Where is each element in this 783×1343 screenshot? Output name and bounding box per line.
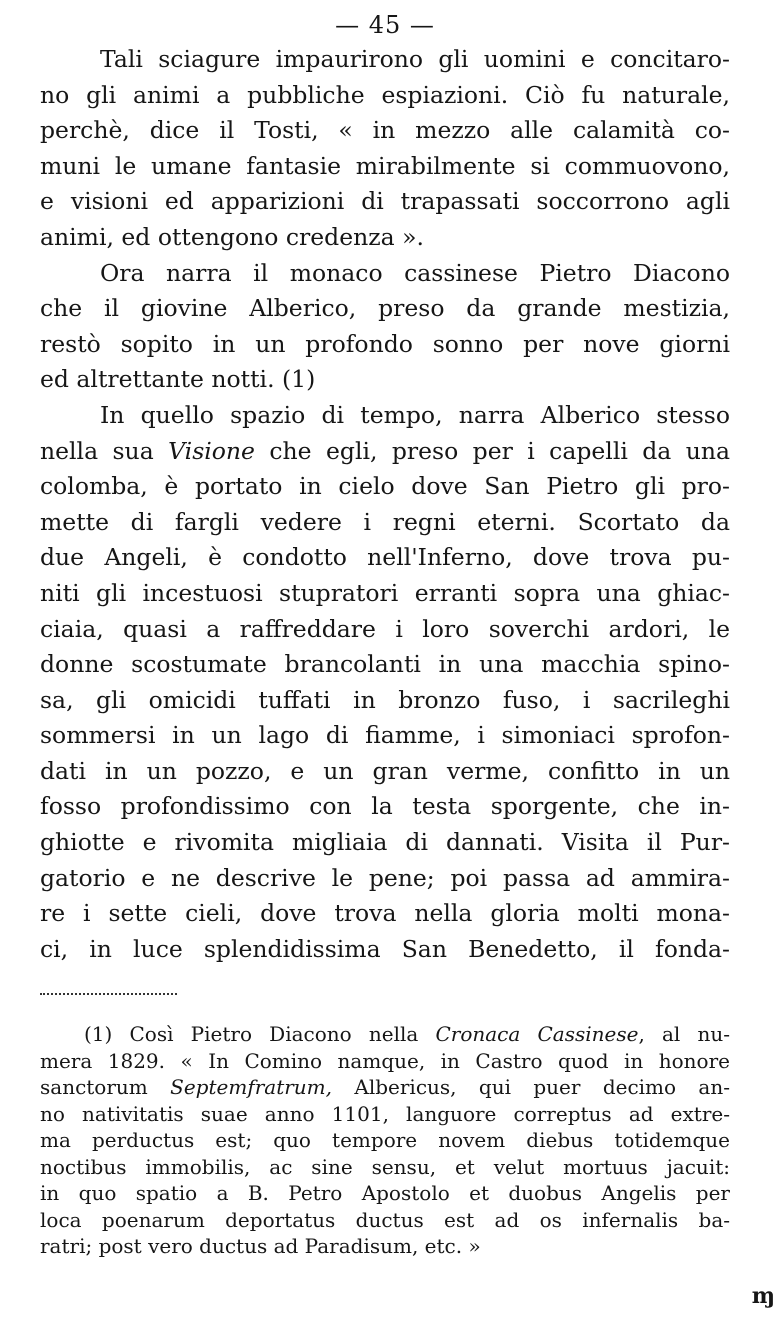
text-line: muni le umane fantasie mirabilmente si commuovono, <box>40 151 730 180</box>
text-line: no gli animi a pubbliche espiazioni. Ciò fu naturale, <box>40 80 730 109</box>
text-line: gatorio e ne descrive le pene; poi passa ad ammira- <box>40 863 730 892</box>
footnote-line: loca poenarum deportatus ductus est ad os infernalis ba- <box>40 1207 730 1232</box>
footnote-line: in quo spatio a B. Petro Apostolo et duobus Angelis per <box>40 1181 730 1206</box>
text-fragment: Albericus, qui puer decimo an- <box>332 1075 730 1100</box>
text-line: niti gli incestuosi stupratori erranti sopra una ghiac- <box>40 578 730 607</box>
footnote-line: mera 1829. « In Comino namque, in Castro quod in honore <box>40 1048 730 1073</box>
text-line: dati in un pozzo, e un gran verme, confitto in un <box>40 756 730 785</box>
text-fragment: (1) Così Pietro Diacono nella <box>84 1022 436 1047</box>
text-line: ci, in luce splendidissima San Benedetto, il fonda- <box>40 934 730 963</box>
main-text <box>40 42 730 967</box>
footnote-line: ratri; post vero ductus ad Paradisum, etc. » <box>40 1234 481 1259</box>
text-line: ghiotte e rivomita migliaia di dannati. Visita il Pur- <box>40 828 730 857</box>
italic-title: Visione <box>168 436 255 465</box>
text-line: e visioni ed apparizioni di trapassati soccorrono agli <box>40 187 730 216</box>
footnote-separator <box>40 983 177 995</box>
text-line: restò sopito in un profondo sonno per nove giorni <box>40 329 730 358</box>
edge-mark: ɱ <box>751 1283 775 1309</box>
text-line: fosso profondissimo con la testa sporgente, che in- <box>40 792 730 821</box>
text-line: animi, ed ottengono credenza ». <box>40 222 424 251</box>
text-line: colomba, è portato in cielo dove San Pietro gli pro- <box>40 472 730 501</box>
footnote-line: ma perductus est; quo tempore novem diebus totidemque <box>40 1128 730 1153</box>
text-line: perchè, dice il Tosti, « in mezzo alle calamità co- <box>40 116 730 145</box>
footnote-line: noctibus immobilis, ac sine sensu, et velut mortuus jacuit: <box>40 1154 730 1179</box>
footnote <box>40 1021 730 1260</box>
text-line: sa, gli omicidi tuffati in bronzo fuso, i sacrileghi <box>40 685 730 714</box>
text-fragment: che egli, preso per i capelli da una <box>254 436 731 465</box>
text-line: ciaia, quasi a raffreddare i loro soverchi ardori, le <box>40 614 730 643</box>
text-line: sommersi in un lago di fiamme, i simoniaci sprofon- <box>40 721 730 750</box>
text-line: Tali sciagure impaurirono gli uomini e concitaro- <box>100 45 730 73</box>
text-line: che il giovine Alberico, preso da grande mestizia, <box>40 294 730 323</box>
text-line: mette di fargli vedere i regni eterni. Scortato da <box>40 507 730 536</box>
italic-title: Septemfratrum, <box>170 1075 333 1100</box>
text-line: Ora narra il monaco cassinese Pietro Diacono <box>100 258 730 287</box>
footnote-line <box>40 1021 730 1048</box>
text-line: ed altrettante notti. (1) <box>40 365 316 394</box>
footnote-line <box>40 1074 730 1101</box>
text-line: In quello spazio di tempo, narra Alberico stesso <box>100 400 730 429</box>
text-line: re i sette cieli, dove trova nella gloria molti mona- <box>40 899 730 928</box>
text-line: due Angeli, è condotto nell'Inferno, dove trova pu- <box>40 543 730 572</box>
text-fragment: , al nu- <box>638 1022 730 1047</box>
text-fragment: sanctorum <box>40 1075 171 1100</box>
text-fragment: nella sua <box>40 436 169 465</box>
footnote-line: no nativitatis suae anno 1101, languore correptus ad extre- <box>40 1101 730 1126</box>
page-number: — 45 — <box>335 11 435 39</box>
book-page <box>40 10 730 1260</box>
italic-title: Cronaca Cassinese <box>435 1022 639 1047</box>
text-line: donne scostumate brancolanti in una macchia spino- <box>40 650 730 679</box>
text-line <box>40 434 730 470</box>
